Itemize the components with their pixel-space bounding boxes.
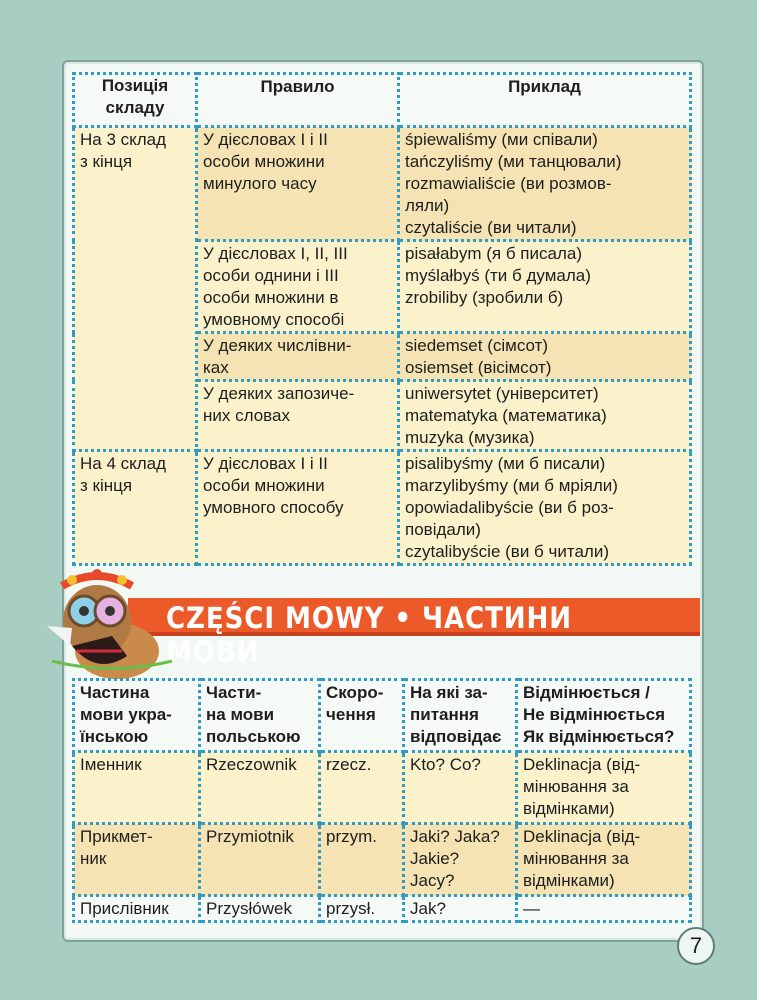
cell-line: них словах	[203, 406, 290, 425]
cell-line: Deklinacja (від-	[523, 755, 641, 774]
cell-line: мови укра-	[80, 705, 172, 724]
rule-cell	[197, 381, 399, 451]
cell-line: śpiewaliśmy (ми співали)	[405, 130, 598, 149]
table-header-row	[74, 680, 691, 752]
table-header-row	[74, 74, 691, 127]
position-cell	[74, 127, 197, 451]
cell-line: rozmawialiście (ви розмов-	[405, 174, 612, 193]
cell-line: минулого часу	[203, 174, 317, 193]
cell-line: з кінця	[80, 152, 133, 171]
table-row	[74, 896, 691, 922]
cell-line: їнською	[80, 727, 149, 746]
cell-line: czytalibyście (ви б читали)	[405, 542, 609, 561]
cell-line: Відмінюється /	[523, 683, 650, 702]
cell	[74, 896, 200, 922]
cell-line: ник	[80, 849, 107, 868]
cell-line: На 4 склад	[80, 454, 167, 473]
cell-line: Іменник	[80, 755, 142, 774]
owl-mascot-icon	[42, 566, 177, 691]
cell-line: з кінця	[80, 476, 133, 495]
cell-line: У дієсловах І і ІІ	[203, 130, 328, 149]
cell-line: siedemset (сімсот)	[405, 336, 549, 355]
cell-line: чення	[326, 705, 376, 724]
cell-line: przysł.	[326, 899, 376, 918]
cell-line: przym.	[326, 827, 377, 846]
cell	[200, 824, 320, 896]
stress-table	[72, 72, 692, 566]
cell-line: особи множини в	[203, 288, 339, 307]
header-example: Приклад	[399, 74, 691, 127]
cell-line: tańczyliśmy (ми танцювали)	[405, 152, 622, 171]
cell-line: —	[523, 899, 540, 918]
page-number: 7	[677, 927, 715, 965]
cell-line: Не відмінюється	[523, 705, 666, 724]
cell-line: uniwersytet (університет)	[405, 384, 599, 403]
cell-line: Jaki? Jaka?	[410, 827, 500, 846]
cell-line: Jak?	[410, 899, 446, 918]
cell-line: Частина	[80, 683, 150, 702]
rule-cell	[197, 127, 399, 241]
cell	[517, 752, 691, 824]
header-ukrainian	[74, 680, 200, 752]
cell-line: marzylibyśmy (ми б мріяли)	[405, 476, 618, 495]
cell-line: на мови	[206, 705, 275, 724]
cell-line: повідали)	[405, 520, 481, 539]
cell-line: Jakie?	[410, 849, 460, 868]
example-cell	[399, 451, 691, 565]
cell-line: особи множини	[203, 152, 325, 171]
cell-line: У деяких запозиче-	[203, 384, 355, 403]
example-cell	[399, 241, 691, 333]
cell-line: myślałbyś (ти б думала)	[405, 266, 591, 285]
cell	[517, 896, 691, 922]
cell	[404, 752, 517, 824]
cell-line: Прикмет-	[80, 827, 153, 846]
cell-line: czytaliście (ви читали)	[405, 218, 577, 237]
header-declension	[517, 680, 691, 752]
cell-line: ках	[203, 358, 229, 377]
example-cell	[399, 381, 691, 451]
cell	[404, 896, 517, 922]
section-banner	[128, 598, 700, 669]
cell-line: відмінками)	[523, 871, 615, 890]
cell-line: Части-	[206, 683, 262, 702]
cell-line: На які за-	[410, 683, 488, 702]
rule-cell	[197, 333, 399, 381]
cell-line: opowiadalibyście (ви б роз-	[405, 498, 614, 517]
cell-line: мінювання за	[523, 849, 629, 868]
cell-line: osiemset (вісімсот)	[405, 358, 552, 377]
cell	[320, 752, 404, 824]
cell	[320, 896, 404, 922]
cell-line: У дієсловах І, ІІ, ІІІ	[203, 244, 348, 263]
table-row	[74, 451, 691, 565]
cell-line: rzecz.	[326, 755, 372, 774]
rule-cell	[197, 451, 399, 565]
cell-line: особи множини	[203, 476, 325, 495]
rule-cell	[197, 241, 399, 333]
cell-line: matematyka (математика)	[405, 406, 607, 425]
cell	[320, 824, 404, 896]
cell	[74, 824, 200, 896]
header-position: Позиція складу	[74, 74, 197, 127]
cell-line: особи однини і ІІІ	[203, 266, 339, 285]
cell-line: Скоро-	[326, 683, 384, 702]
cell-line: zrobiliby (зробили б)	[405, 288, 564, 307]
header-polish	[200, 680, 320, 752]
cell	[200, 752, 320, 824]
cell-line: мінювання за	[523, 777, 629, 796]
cell	[74, 752, 200, 824]
cell-line: Kto? Co?	[410, 755, 481, 774]
cell-line: Przysłówek	[206, 899, 292, 918]
cell	[200, 896, 320, 922]
section-title: CZĘŚCI MOWY • ЧАСТИНИ МОВИ	[166, 601, 573, 669]
cell	[517, 824, 691, 896]
example-cell	[399, 333, 691, 381]
cell-line: ляли)	[405, 196, 450, 215]
cell-line: muzyka (музика)	[405, 428, 535, 447]
cell-line: pisalibyśmy (ми б писали)	[405, 454, 606, 473]
position-cell	[74, 451, 197, 565]
cell-line: pisałabym (я б писала)	[405, 244, 582, 263]
cell-line: Przymiotnik	[206, 827, 294, 846]
cell	[404, 824, 517, 896]
table-row	[74, 127, 691, 241]
cell-line: питання	[410, 705, 479, 724]
cell-line: відповідає	[410, 727, 502, 746]
cell-line: На 3 склад	[80, 130, 167, 149]
header-rule: Правило	[197, 74, 399, 127]
table-row	[74, 824, 691, 896]
cell-line: умовного способу	[203, 498, 344, 517]
parts-of-speech-table	[72, 678, 692, 923]
example-cell	[399, 127, 691, 241]
cell-line: Прислівник	[80, 899, 169, 918]
header-questions	[404, 680, 517, 752]
cell-line: відмінками)	[523, 799, 615, 818]
cell-line: польською	[206, 727, 301, 746]
cell-line: Deklinacja (від-	[523, 827, 641, 846]
cell-line: умовному способі	[203, 310, 345, 329]
header-abbreviation	[320, 680, 404, 752]
table-row	[74, 752, 691, 824]
cell-line: У деяких числівни-	[203, 336, 352, 355]
cell-line: У дієсловах І і ІІ	[203, 454, 328, 473]
cell-line: Rzeczownik	[206, 755, 297, 774]
cell-line: Як відмінюється?	[523, 727, 675, 746]
cell-line: Jacy?	[410, 871, 455, 890]
